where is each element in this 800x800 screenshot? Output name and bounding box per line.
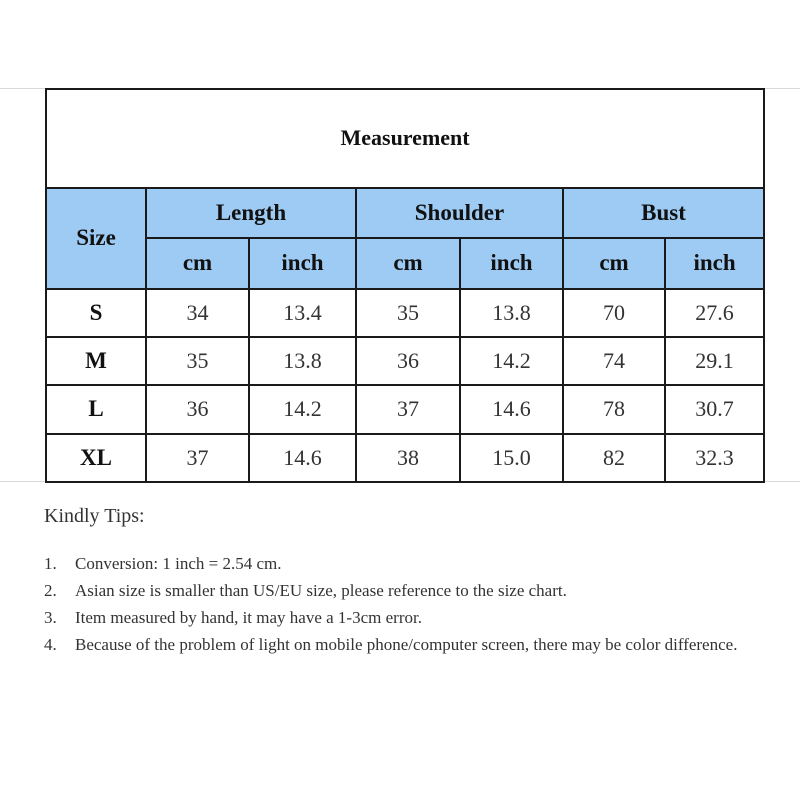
table-cell: 82 xyxy=(563,434,665,482)
size-chart-table xyxy=(45,88,765,483)
group-header-shoulder: Shoulder xyxy=(356,188,563,238)
unit-header: inch xyxy=(665,238,764,288)
table-cell: 13.8 xyxy=(249,337,356,385)
table-cell: 70 xyxy=(563,289,665,337)
unit-header: inch xyxy=(249,238,356,288)
tip-number: 3. xyxy=(44,608,57,627)
size-column-header: Size xyxy=(46,188,146,289)
tip-item xyxy=(44,577,764,604)
table-cell: 14.2 xyxy=(460,337,563,385)
tip-text: Conversion: 1 inch = 2.54 cm. xyxy=(75,554,282,573)
tips-section xyxy=(44,505,764,658)
table-cell: 37 xyxy=(146,434,249,482)
unit-header: inch xyxy=(460,238,563,288)
table-cell: 38 xyxy=(356,434,460,482)
table-cell: 13.4 xyxy=(249,289,356,337)
tip-number: 4. xyxy=(44,635,57,654)
table-cell: 36 xyxy=(146,385,249,433)
size-label: M xyxy=(46,337,146,385)
table-cell: 32.3 xyxy=(665,434,764,482)
table-cell: 34 xyxy=(146,289,249,337)
table-cell: 78 xyxy=(563,385,665,433)
group-header-bust: Bust xyxy=(563,188,764,238)
table-cell: 14.2 xyxy=(249,385,356,433)
table-cell: 15.0 xyxy=(460,434,563,482)
table-cell: 14.6 xyxy=(249,434,356,482)
table-cell: 30.7 xyxy=(665,385,764,433)
size-label: L xyxy=(46,385,146,433)
unit-header: cm xyxy=(146,238,249,288)
tip-item xyxy=(44,550,764,577)
tip-item xyxy=(44,604,764,631)
tip-number: 2. xyxy=(44,581,57,600)
group-header-length: Length xyxy=(146,188,356,238)
table-row xyxy=(46,337,764,385)
table-cell: 29.1 xyxy=(665,337,764,385)
tip-text: Because of the problem of light on mobile phone/computer screen, there may be color difference. xyxy=(75,635,738,654)
table-row xyxy=(46,385,764,433)
table-row xyxy=(46,434,764,482)
table-cell: 35 xyxy=(356,289,460,337)
table-cell: 14.6 xyxy=(460,385,563,433)
table-cell: 36 xyxy=(356,337,460,385)
table-cell: 37 xyxy=(356,385,460,433)
size-label: XL xyxy=(46,434,146,482)
table-cell: 35 xyxy=(146,337,249,385)
chart-title: Measurement xyxy=(46,89,764,188)
tips-list xyxy=(44,550,764,658)
size-label: S xyxy=(46,289,146,337)
tip-text: Item measured by hand, it may have a 1-3cm error. xyxy=(75,608,422,627)
tip-text: Asian size is smaller than US/EU size, please reference to the size chart. xyxy=(75,581,567,600)
tip-number: 1. xyxy=(44,554,57,573)
table-row xyxy=(46,289,764,337)
table-cell: 74 xyxy=(563,337,665,385)
unit-header: cm xyxy=(563,238,665,288)
tips-heading: Kindly Tips: xyxy=(44,505,145,527)
table-cell: 27.6 xyxy=(665,289,764,337)
table-cell: 13.8 xyxy=(460,289,563,337)
unit-header: cm xyxy=(356,238,460,288)
tip-item xyxy=(44,631,764,658)
